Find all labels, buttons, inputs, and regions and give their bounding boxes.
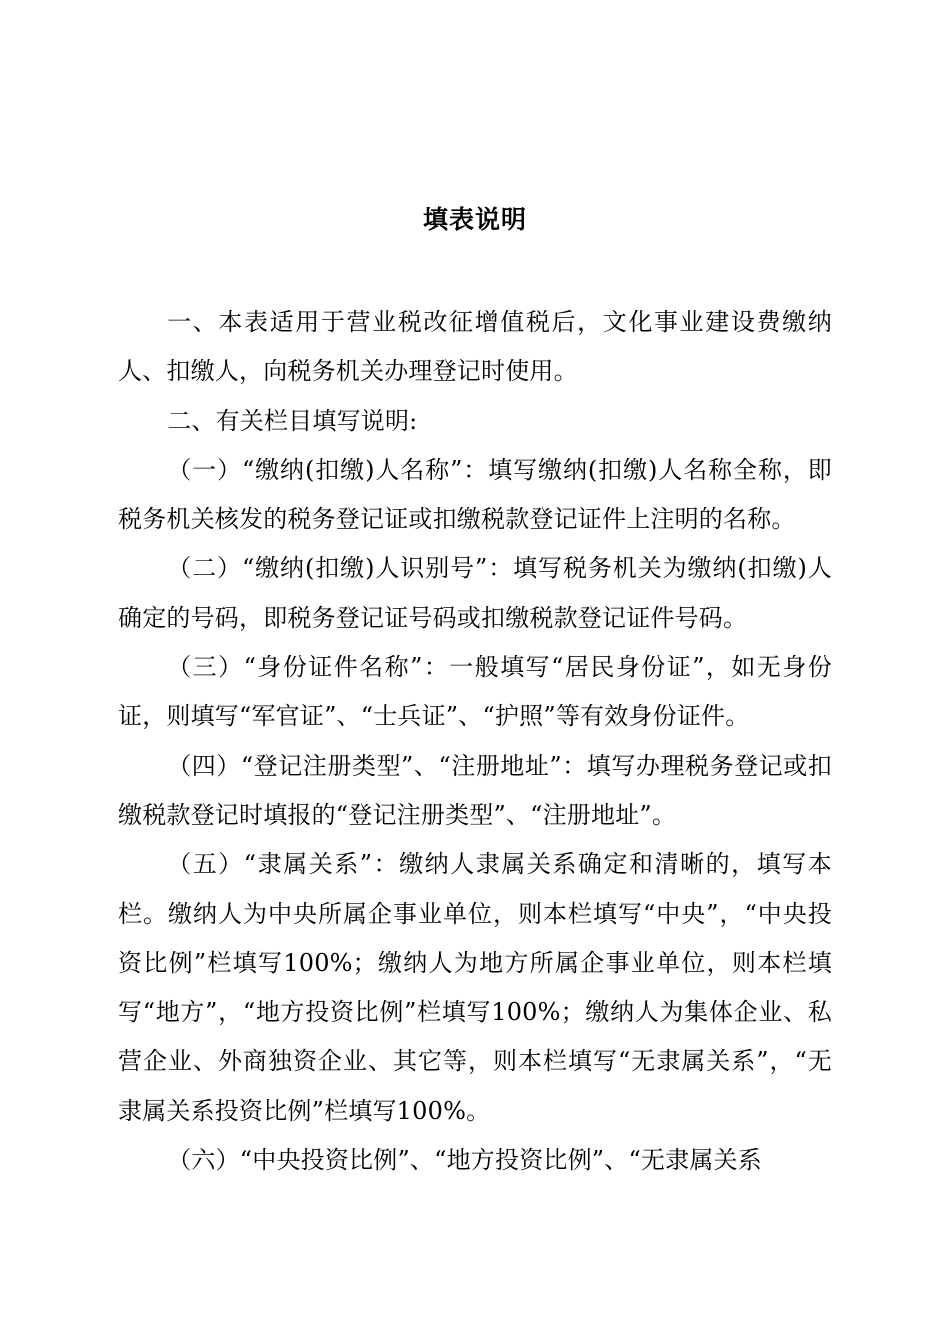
paragraph-field-notes-heading: 二、有关栏目填写说明: [167, 406, 418, 435]
page-title: 填表说明 [422, 205, 527, 234]
paragraph-investment-ratio: （六）“中央投资比例”、“地方投资比例”、“无隶属关系 [167, 1146, 762, 1175]
paragraph-id-document: （三）“身份证件名称”：一般填写“居民身份证”，如无身份证，则填写“军官证”、“士兵证”、“护照”等有效身份证件。 [118, 653, 832, 731]
paragraph-registration-type: （四）“登记注册类型”、“注册地址”：填写办理税务登记或扣缴税款登记时填报的“登记注册类型”、“注册地址”。 [118, 751, 832, 829]
paragraph-payer-name: （一）“缴纳(扣缴)人名称”：填写缴纳(扣缴)人名称全称，即税务机关核发的税务登记证或扣缴税款登记证件上注明的名称。 [118, 455, 832, 534]
instructions-body [118, 298, 832, 1185]
paragraph-scope: 一、本表适用于营业税改征增值税后，文化事业建设费缴纳人、扣缴人，向税务机关办理登记时使用。 [118, 308, 832, 386]
paragraph-affiliation: （五）“隶属关系”：缴纳人隶属关系确定和清晰的，填写本栏。缴纳人为中央所属企事业单位，则本栏填写“中央”，“中央投资比例”栏填写100%；缴纳人为地方所属企事业单位，则本栏填写“地方”，“地方投资比例”栏填写100%；缴纳人为集体企业、私营企业、外商独资企业、其它等，则本栏填写“无隶属关系”，“无隶属关系投资比例”栏填写100%。 [118, 850, 832, 1125]
paragraph-payer-id: （二）“缴纳(扣缴)人识别号”：填写税务机关为缴纳(扣缴)人确定的号码，即税务登记证号码或扣缴税款登记证件号码。 [118, 554, 832, 632]
